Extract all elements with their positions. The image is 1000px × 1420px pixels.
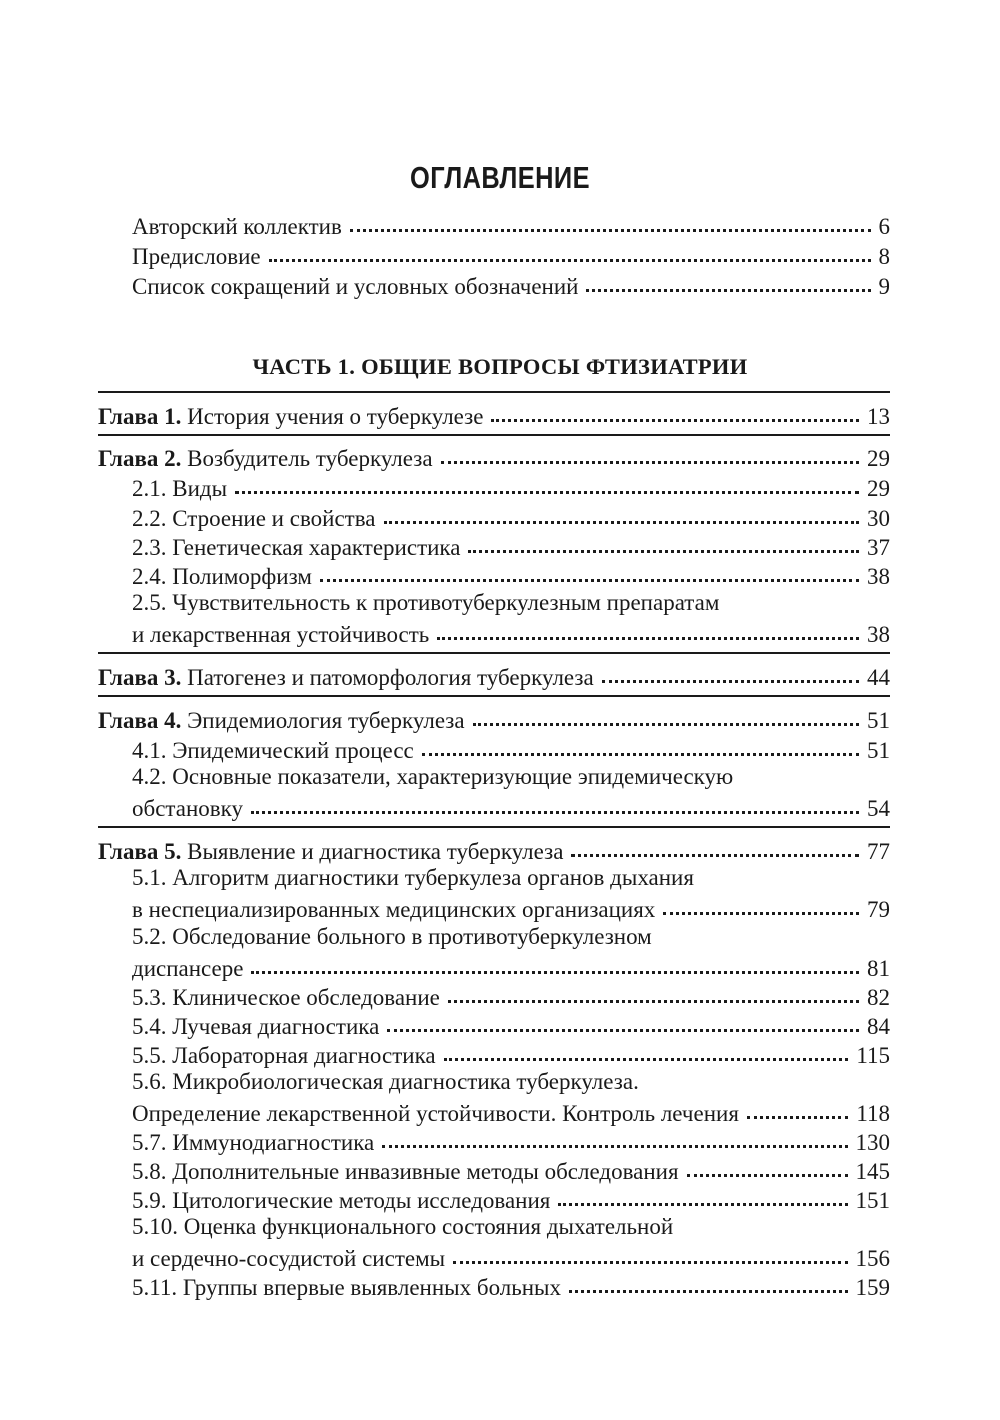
toc-section-5-1[interactable] [132,892,890,922]
dot-leader [422,731,859,756]
toc-entry-text: 4.1. Эпидемический процесс [132,738,414,763]
toc-entry-text [98,706,465,736]
toc-section-5-9[interactable] [132,1183,890,1213]
dot-leader [384,499,860,524]
dot-leader [473,701,859,726]
divider [98,652,890,654]
dot-leader [441,439,859,464]
dot-leader [235,469,859,494]
toc-entry-text: диспансере [132,956,244,981]
toc-page-number: 51 [867,738,890,763]
dot-leader [320,557,859,582]
dot-leader [468,528,859,553]
toc-page-number: 145 [855,1159,890,1184]
toc-entry-text: Список сокращений и условных обозначений [132,274,579,299]
toc-page-number: 51 [867,708,890,733]
dot-leader [747,1094,848,1119]
toc-section-5-1-line1[interactable]: 5.1. Алгоритм диагностики туберкулеза органов дыхания [132,865,694,890]
toc-section-5-2-line1[interactable]: 5.2. Обследование больного в противотуберкулезном [132,924,652,949]
toc-entry-text: 2.4. Полиморфизм [132,564,312,589]
toc-chapter-2[interactable] [98,441,890,471]
toc-page-number: 9 [878,274,890,299]
toc-page-number: 37 [867,535,890,560]
toc-section-5-6[interactable] [132,1096,890,1126]
toc-entry-text: в неспециализированных медицинских организациях [132,897,656,922]
dot-leader [663,890,859,915]
toc-page-number: 118 [856,1101,890,1126]
toc-section-5-2[interactable] [132,951,890,981]
toc-section-2-3[interactable] [132,530,890,560]
toc-page-number: 44 [867,665,890,690]
toc-section-5-8[interactable] [132,1154,890,1184]
chapter-title: Выявление и диагностика туберкулеза [187,839,564,864]
toc-entry-text: 5.11. Группы впервые выявленных больных [132,1275,561,1300]
toc-chapter-3[interactable] [98,660,890,690]
toc-section-2-5[interactable] [132,617,890,647]
toc-entry-text: 5.7. Иммунодиагностика [132,1130,375,1155]
toc-section-2-2[interactable] [132,501,890,531]
toc-page-number: 30 [867,506,890,531]
toc-section-5-4[interactable] [132,1009,890,1039]
toc-section-5-10-line1[interactable]: 5.10. Оценка функционального состояния дыхательной [132,1214,674,1239]
toc-entry-text: и лекарственная устойчивость [132,622,430,647]
toc-entry-text [98,402,483,432]
toc-page-number: 8 [878,244,890,269]
toc-entry-text [98,663,594,693]
chapter-label: Глава 2. [98,446,182,471]
dot-leader [602,658,859,683]
dot-leader [437,615,859,640]
toc-section-4-2-line1[interactable]: 4.2. Основные показатели, характеризующие эпидемическую [132,764,734,789]
dot-leader [269,237,871,262]
toc-entry-text: Авторский коллектив [132,214,342,239]
toc-page-number: 115 [856,1043,890,1068]
toc-page-number: 159 [855,1275,890,1300]
dot-leader [687,1152,848,1177]
toc-page-number: 151 [855,1188,890,1213]
dot-leader [558,1181,847,1206]
chapter-label: Глава 4. [98,708,182,733]
dot-leader [569,1268,848,1293]
toc-page-number: 38 [867,622,890,647]
toc-entry-text: Предисловие [132,244,261,269]
toc-section-4-2[interactable] [132,791,890,821]
toc-page-number: 81 [867,956,890,981]
toc-section-5-3[interactable] [132,980,890,1010]
dot-leader [586,267,870,292]
toc-section-2-1[interactable] [132,471,890,501]
dot-leader [444,1036,849,1061]
toc-entry-text: 5.5. Лабораторная диагностика [132,1043,436,1068]
toc-page-number: 13 [867,404,890,429]
dot-leader [491,397,859,422]
chapter-title: История учения о туберкулезе [187,404,484,429]
dot-leader [251,789,859,814]
toc-entry-text: обстановку [132,796,243,821]
toc-page-number: 29 [867,476,890,501]
divider [98,695,890,697]
toc-section-2-5-line1[interactable]: 2.5. Чувствительность к противотуберкулезным препаратам [132,590,720,615]
toc-entry-abbreviations[interactable] [132,269,890,299]
toc-page-number: 54 [867,796,890,821]
dot-leader [453,1239,847,1264]
toc-entry-text: 5.8. Дополнительные инвазивные методы обследования [132,1159,679,1184]
toc-page-number: 156 [855,1246,890,1271]
toc-chapter-1[interactable] [98,399,890,429]
toc-page-number: 130 [855,1130,890,1155]
toc-page-number: 84 [867,1014,890,1039]
toc-chapter-5[interactable] [98,834,890,864]
toc-page-number: 6 [878,214,890,239]
toc-entry-text: Определение лекарственной устойчивости. Контроль лечения [132,1101,739,1126]
chapter-title: Эпидемиология туберкулеза [187,708,465,733]
toc-section-4-1[interactable] [132,733,890,763]
divider [98,391,890,393]
toc-entry-text: 5.3. Клиническое обследование [132,985,440,1010]
toc-entry-text: и сердечно-сосудистой системы [132,1246,446,1271]
toc-entry-text: 5.9. Цитологические методы исследования [132,1188,551,1213]
toc-chapter-4[interactable] [98,703,890,733]
toc-entry-text: 2.3. Генетическая характеристика [132,535,461,560]
toc-page-number: 79 [867,897,890,922]
toc-section-5-10[interactable] [132,1241,890,1271]
toc-page-number: 82 [867,985,890,1010]
toc-section-5-11[interactable] [132,1270,890,1300]
page-title: ОГЛАВЛЕНИЕ [410,160,590,195]
toc-entry-text: 2.2. Строение и свойства [132,506,376,531]
dot-leader [448,978,859,1003]
chapter-label: Глава 1. [98,404,182,429]
toc-entry-preface[interactable] [132,239,890,269]
toc-page-number: 29 [867,446,890,471]
toc-entry-authors[interactable] [132,209,890,239]
toc-page-number: 38 [867,564,890,589]
toc-entry-text: 2.1. Виды [132,476,228,501]
toc-entry-text: 5.4. Лучевая диагностика [132,1014,380,1039]
toc-section-5-7[interactable] [132,1125,890,1155]
toc-section-5-6-line1[interactable]: 5.6. Микробиологическая диагностика туберкулеза. [132,1069,639,1094]
dot-leader [571,832,859,857]
toc-page-number: 77 [867,839,890,864]
toc-section-5-5[interactable] [132,1038,890,1068]
dot-leader [350,207,871,232]
dot-leader [387,1007,859,1032]
chapter-label: Глава 5. [98,839,182,864]
divider [98,434,890,436]
chapter-title: Патогенез и патоморфология туберкулеза [187,665,594,690]
toc-section-2-4[interactable] [132,559,890,589]
chapter-title: Возбудитель туберкулеза [187,446,433,471]
dot-leader [251,949,859,974]
part-title: ЧАСТЬ 1. ОБЩИЕ ВОПРОСЫ ФТИЗИАТРИИ [252,354,748,379]
chapter-label: Глава 3. [98,665,182,690]
divider [98,826,890,828]
dot-leader [382,1123,847,1148]
